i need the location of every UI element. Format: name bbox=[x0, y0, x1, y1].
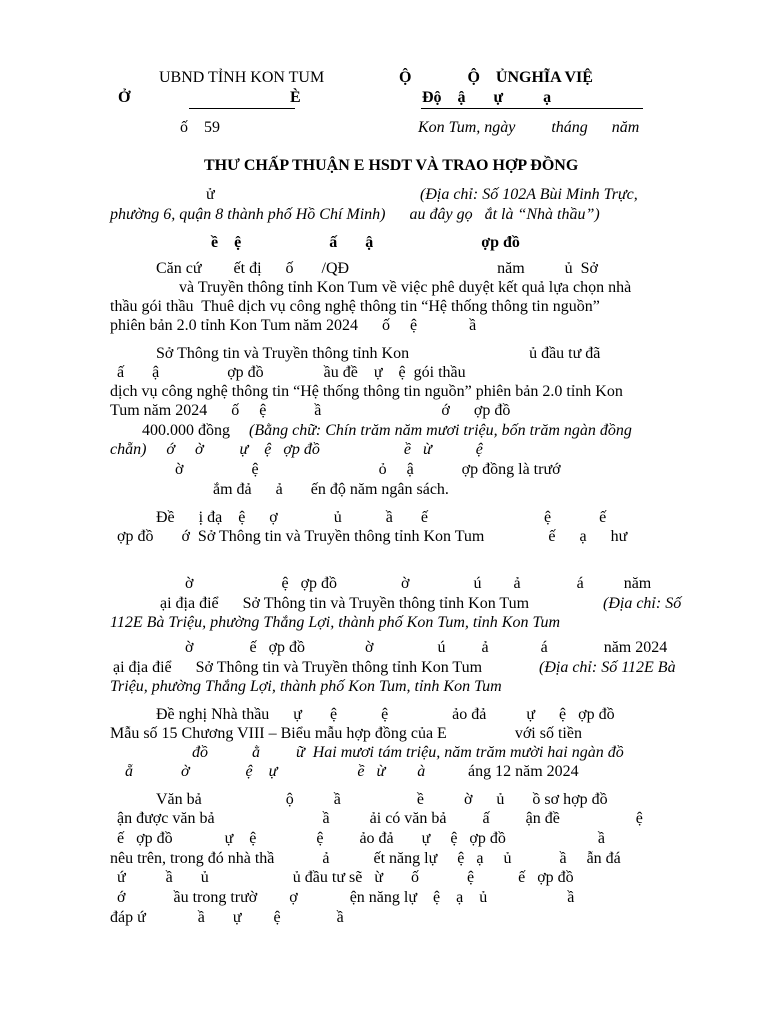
p3-line1: Đề ị đạ ệ ợ ủ ầ ế ệ ế bbox=[156, 509, 607, 526]
recipient-lead: ử bbox=[206, 186, 215, 203]
agency-subline-b: È bbox=[290, 89, 301, 106]
document-number: ố 59 bbox=[180, 119, 220, 136]
p2-line6: chẵn) ớ ờ ự ệ ợp đồ ề ừ ệ bbox=[110, 441, 483, 458]
document-title: THƯ CHẤP THUẬN E HSDT VÀ TRAO HỢP ĐỒNG bbox=[204, 157, 579, 174]
agency-underline bbox=[189, 108, 295, 109]
p4-address-a: (Địa chỉ: Số bbox=[603, 595, 682, 612]
p2-line8: ắm đả ả ến độ năm ngân sách. bbox=[213, 481, 449, 498]
p2-line2: ấ ậ ợp đồ ầu đề ự ệ gói thầu bbox=[117, 364, 466, 381]
p2-amount: 400.000 đồng bbox=[142, 422, 230, 439]
p4-line1: ờ ệ ợp đồ ờ ú ả á năm bbox=[185, 575, 652, 592]
p2-line1: Sở Thông tin và Truyền thông tỉnh Kon ủ đầu tư đã bbox=[156, 345, 601, 362]
national-motto: Độ ậ ự ạ bbox=[422, 89, 552, 106]
agency-name: UBND TỈNH KON TUM bbox=[159, 69, 325, 86]
national-underline bbox=[421, 108, 643, 109]
p6-line3: đồ ằ ữ Hai mươi tám triệu, năm trăm mười hai ngàn đồ bbox=[192, 744, 624, 761]
p1-line1: Căn cứ ết đị ố /QĐ năm ủ Sở bbox=[156, 260, 598, 277]
p2-line7: ờ ệ ỏ ậ ợp đồng là trướ bbox=[175, 461, 561, 478]
recipient-address-1: (Địa chỉ: Số 102A Bùi Minh Trực, bbox=[420, 186, 638, 203]
subject-line: ề ệ ấ ậ ợp đồ bbox=[211, 234, 520, 251]
p7-line4: nêu trên, trong đó nhà thầ ả ết năng lự ệ ạ ủ ầ ẫn đá bbox=[110, 850, 621, 867]
p6-line2: Mẫu số 15 Chương VIII – Biểu mẫu hợp đồng của E với số tiền bbox=[110, 725, 582, 742]
national-title: Ộ Ộ ỦNGHĨA VIỆ bbox=[399, 69, 593, 86]
p4-address-b: 112E Bà Triệu, phường Thắng Lợi, thành phố Kon Tum, tỉnh Kon Tum bbox=[110, 614, 561, 631]
p7-line6: ớ ầu trong trườ ợ ện năng lự ệ ạ ủ ầ bbox=[117, 889, 575, 906]
p1-line2: và Truyền thông tỉnh Kon Tum về việc phê duyệt kết quả lựa chọn nhà bbox=[179, 279, 632, 296]
p7-line2: ận được văn bả ầ ải có văn bả ấ ận đề ệ bbox=[117, 810, 643, 827]
p5-address-a: (Địa chỉ: Số 112E Bà bbox=[539, 659, 676, 676]
p1-line3: thầu gói thầu Thuê dịch vụ công nghệ thông tin “Hệ thống thông tin nguồn” bbox=[110, 298, 600, 315]
p7-line7: đáp ứ ầ ự ệ ầ bbox=[110, 909, 344, 926]
p5-address-b: Triệu, phường Thắng Lợi, thành phố Kon Tum, tỉnh Kon Tum bbox=[110, 678, 502, 695]
recipient-address-2: phường 6, quận 8 thành phố Hồ Chí Minh) au đây gọ ắt là “Nhà thầu”) bbox=[110, 206, 600, 223]
p6-date: áng 12 năm 2024 bbox=[468, 763, 579, 780]
p7-line5: ứ ầ ủ ủ đầu tư sẽ ừ ố ệ ế ợp đồ bbox=[117, 869, 574, 886]
p1-line4: phiên bản 2.0 tỉnh Kon Tum năm 2024 ố ệ ầ bbox=[110, 317, 477, 334]
p2-amount-words: (Bằng chữ: Chín trăm năm mươi triệu, bốn trăm ngàn đồng bbox=[249, 422, 632, 439]
p4-line2: ại địa điể Sở Thông tin và Truyền thông tỉnh Kon Tum bbox=[160, 595, 530, 612]
p2-line3: dịch vụ công nghệ thông tin “Hệ thống thông tin nguồn” phiên bản 2.0 tỉnh Kon bbox=[110, 383, 623, 400]
p5-line2: ại địa điể Sở Thông tin và Truyền thông tỉnh Kon Tum bbox=[113, 659, 483, 676]
agency-subline-a: Ở bbox=[118, 89, 131, 106]
p6-line4: ẵ ờ ệ ự ề ừ à bbox=[125, 763, 490, 780]
p5-line1: ờ ế ợp đồ ờ ú ả á năm 2024 bbox=[185, 639, 668, 656]
document-date: Kon Tum, ngày tháng năm bbox=[418, 119, 640, 136]
p2-line4: Tum năm 2024 ố ệ ầ ớ ợp đồ bbox=[110, 402, 511, 419]
p7-line3: ế ợp đồ ự ệ ệ ảo đả ự ệ ợp đồ ầ bbox=[117, 830, 605, 847]
p3-line2: ợp đồ ớ Sở Thông tin và Truyền thông tỉnh Kon Tum ế ạ hư bbox=[117, 528, 628, 545]
p6-line1: Đề nghị Nhà thầu ự ệ ệ ảo đả ự ệ ợp đồ bbox=[156, 706, 615, 723]
p7-line1: Văn bả ộ ầ ề ờ ủ ồ sơ hợp đồ bbox=[156, 791, 608, 808]
